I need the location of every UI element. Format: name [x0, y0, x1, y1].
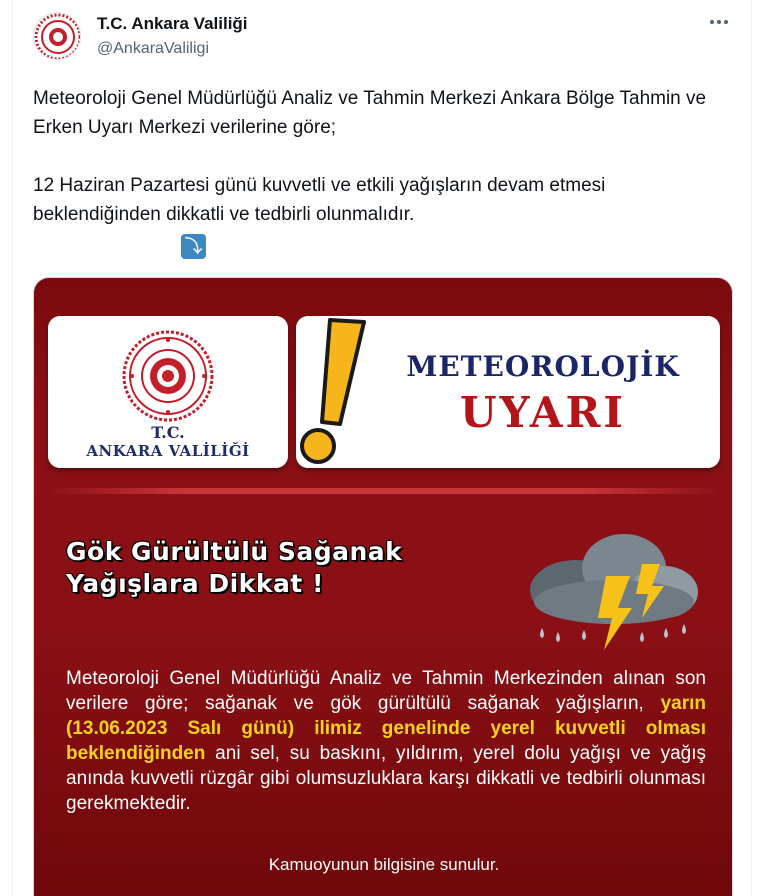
tweet-paragraph-1: Meteoroloji Genel Müdürlüğü Analiz ve Tahmin Merkezi Ankara Bölge Tahmin ve Erken Uyarı Merkezi verilerine göre; [33, 88, 707, 138]
display-name[interactable]: T.C. Ankara Valiliği [97, 14, 248, 33]
body-part-2: ani sel, su baskını, yıldırım, yerel dolu yağışı ve yağış anında kuvvetli rüzgâr gibi olumsuzluklara karşı dikkatli ve tedbirli olunması gerekmektedir. [66, 743, 706, 814]
tweet-paragraph-2: 12 Haziran Pazartesi günü kuvvetli ve etkili yağışların devam etmesi beklendiğinden dikkatli ve tedbirli olunmalıdır. [33, 175, 606, 225]
warning-title: METEOROLOJİK [406, 350, 680, 383]
logo-line-ankara: ANKARA VALİLİĞİ [86, 442, 250, 460]
footer-notice: Kamuoyunun bilgisine sunulur. [268, 855, 500, 874]
divider [48, 488, 720, 494]
storm-cloud-icon [514, 528, 704, 658]
warning-subtitle: UYARI [459, 388, 627, 437]
governorship-seal-icon [122, 330, 214, 422]
body-highlight: yarın (13.06.2023 Salı günü) ilimiz genelinde yerel kuvvetli olması beklendiğinden [66, 693, 706, 764]
headline-line-1: Gök Gürültülü Sağanak [66, 537, 403, 566]
account-handle[interactable]: @AnkaraValiligi [97, 40, 209, 57]
headline-line-2: Yağışlara Dikkat ! [66, 569, 324, 598]
account-avatar[interactable] [33, 12, 81, 60]
logo-line-tc: T.C. [151, 423, 185, 442]
tweet-image[interactable] [33, 277, 733, 896]
arrow-down-emoji-icon: ⤵ [181, 234, 206, 259]
governorship-logo-card [48, 316, 288, 468]
account-names [97, 14, 248, 60]
tweet [12, 0, 752, 896]
headline [66, 536, 526, 600]
warning-body-text [66, 666, 706, 816]
more-options-icon[interactable] [707, 10, 731, 34]
tweet-text [33, 84, 733, 229]
exclamation-icon [294, 316, 376, 468]
body-part-1: Meteoroloji Genel Müdürlüğü Analiz ve Tahmin Merkezinden alınan son verilere göre; sağanak ve gök gürültülü sağanak yağışların, [66, 668, 706, 714]
warning-banner-card [296, 316, 720, 468]
